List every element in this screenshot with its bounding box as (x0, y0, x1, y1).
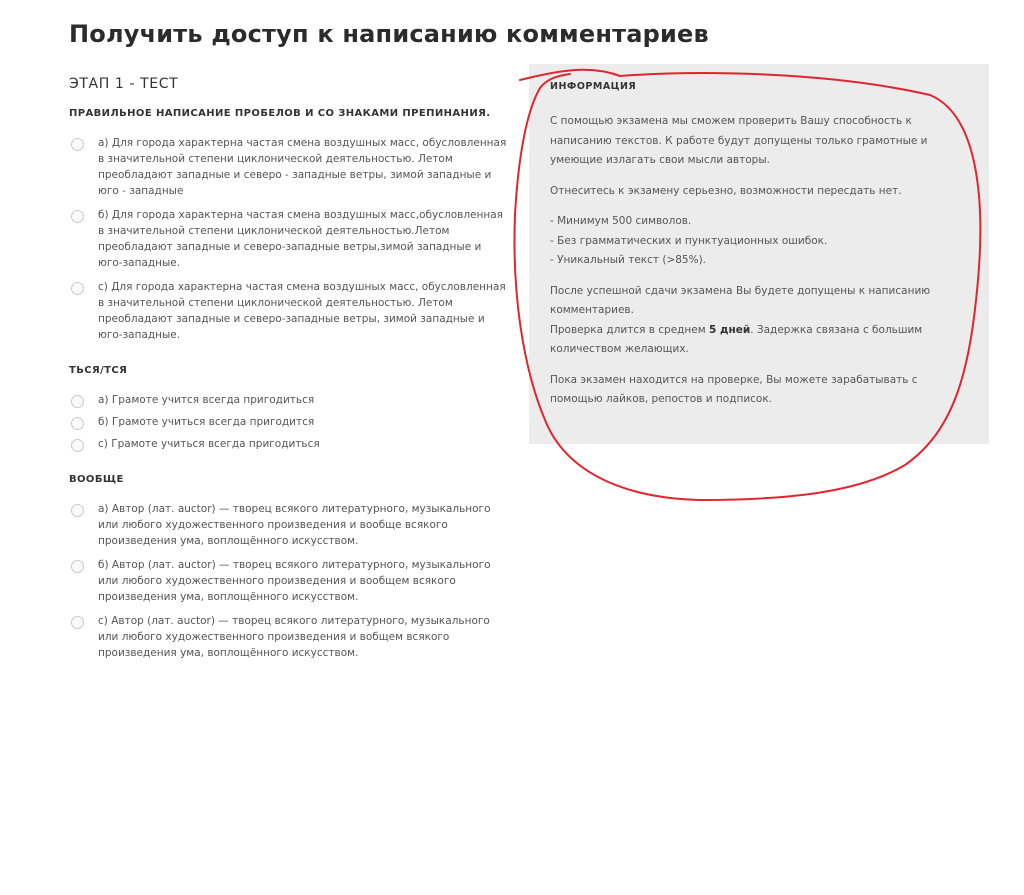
info-duration-prefix: Проверка длится в среднем (550, 323, 710, 336)
radio-button[interactable] (71, 616, 84, 629)
answer-text: c) Грамоте учиться всегда пригодиться (98, 438, 320, 450)
radio-button[interactable] (71, 282, 84, 295)
answer-text: б) Для города характерна частая смена воздушных масс,обусловленная в значительной степени циклонической деятельностью.Летом преобладают западные и северо-западные ветры,зимой западные и юго-западные. (98, 209, 503, 269)
answer-option-b[interactable] (69, 207, 509, 271)
radio-button[interactable] (71, 210, 84, 223)
requirement-no-errors: - Без грамматических и пунктуационных ошибок. (550, 234, 828, 247)
answer-option-c[interactable] (69, 613, 509, 661)
radio-button[interactable] (71, 138, 84, 151)
radio-button[interactable] (71, 417, 84, 430)
requirement-unique: - Уникальный текст (>85%). (550, 254, 707, 266)
answer-option-a[interactable] (69, 135, 509, 199)
radio-button[interactable] (71, 560, 84, 573)
info-after-exam-text: После успешной сдачи экзамена Вы будете допущены к написанию комментариев. (550, 284, 931, 316)
answer-text: a) Грамоте учится всегда пригодиться (98, 394, 315, 406)
stage-title: ЭТАП 1 - ТЕСТ (69, 76, 179, 92)
info-panel (529, 64, 989, 444)
info-heading: ИНФОРМАЦИЯ (550, 81, 637, 92)
radio-button[interactable] (71, 504, 84, 517)
page-title: Получить доступ к написанию комментариев (69, 20, 709, 48)
question-tsya (69, 365, 509, 452)
answer-text: б) Грамоте учиться всегда пригодится (98, 416, 315, 428)
quiz (69, 108, 509, 683)
question-heading: ТЬСЯ/ТСЯ (69, 365, 128, 376)
question-heading: ПРАВИЛЬНОЕ НАПИСАНИЕ ПРОБЕЛОВ И СО ЗНАКАМИ ПРЕПИНАНИЯ. (69, 108, 491, 119)
question-voobshche (69, 474, 509, 661)
answer-option-c[interactable] (69, 436, 509, 452)
answer-option-b[interactable] (69, 414, 509, 430)
answer-text: a) Для города характерна частая смена воздушных масс, обусловленная в значительной степени циклонической деятельностью. Летом преобладают западные и северо - западные ветры, зимой западные и юго - западные (98, 137, 507, 197)
radio-button[interactable] (71, 395, 84, 408)
info-earn: Пока экзамен находится на проверке, Вы можете зарабатывать с помощью лайков, репостов и подписок. (550, 373, 918, 405)
info-after-exam (550, 282, 969, 360)
info-warning: Отнеситесь к экзамену серьезно, возможности пересдать нет. (550, 184, 902, 197)
radio-button[interactable] (71, 439, 84, 452)
answer-text: a) Автор (лат. auctor) — творец всякого литературного, музыкального или любого художественного произведения и вообще всякого произведения ума, воплощённого искусством. (98, 503, 491, 547)
info-intro: С помощью экзамена мы сможем проверить Вашу способность к написанию текстов. К работе будут допущены только грамотные и умеющие излагать свои мысли авторы. (550, 115, 928, 166)
answer-option-b[interactable] (69, 557, 509, 605)
question-heading: ВООБЩЕ (69, 474, 124, 485)
info-duration-value: 5 дней (709, 323, 751, 336)
answer-text: c) Автор (лат. auctor) — творец всякого литературного, музыкального или любого художественного произведения и вобщем всякого произведения ума, воплощённого искусством. (98, 615, 490, 659)
info-requirements (550, 212, 969, 271)
answer-option-a[interactable] (69, 392, 509, 408)
question-spacing-punctuation (69, 108, 509, 343)
answer-text: б) Автор (лат. auctor) — творец всякого литературного, музыкального или любого художественного произведения и вообщем всякого произведения ума, воплощённого искусством. (98, 559, 491, 603)
answer-text: c) Для города характерна частая смена воздушных масс, обусловленная в значительной степени циклонической деятельностью. Летом преобладают западные и северо-западные ветры, зимой западные и юго-западные. (98, 281, 506, 341)
answer-option-c[interactable] (69, 279, 509, 343)
answer-option-a[interactable] (69, 501, 509, 549)
requirement-min-chars: - Минимум 500 символов. (550, 215, 692, 227)
info-duration-suffix: . Задержка связана с большим количеством желающих. (550, 323, 923, 355)
